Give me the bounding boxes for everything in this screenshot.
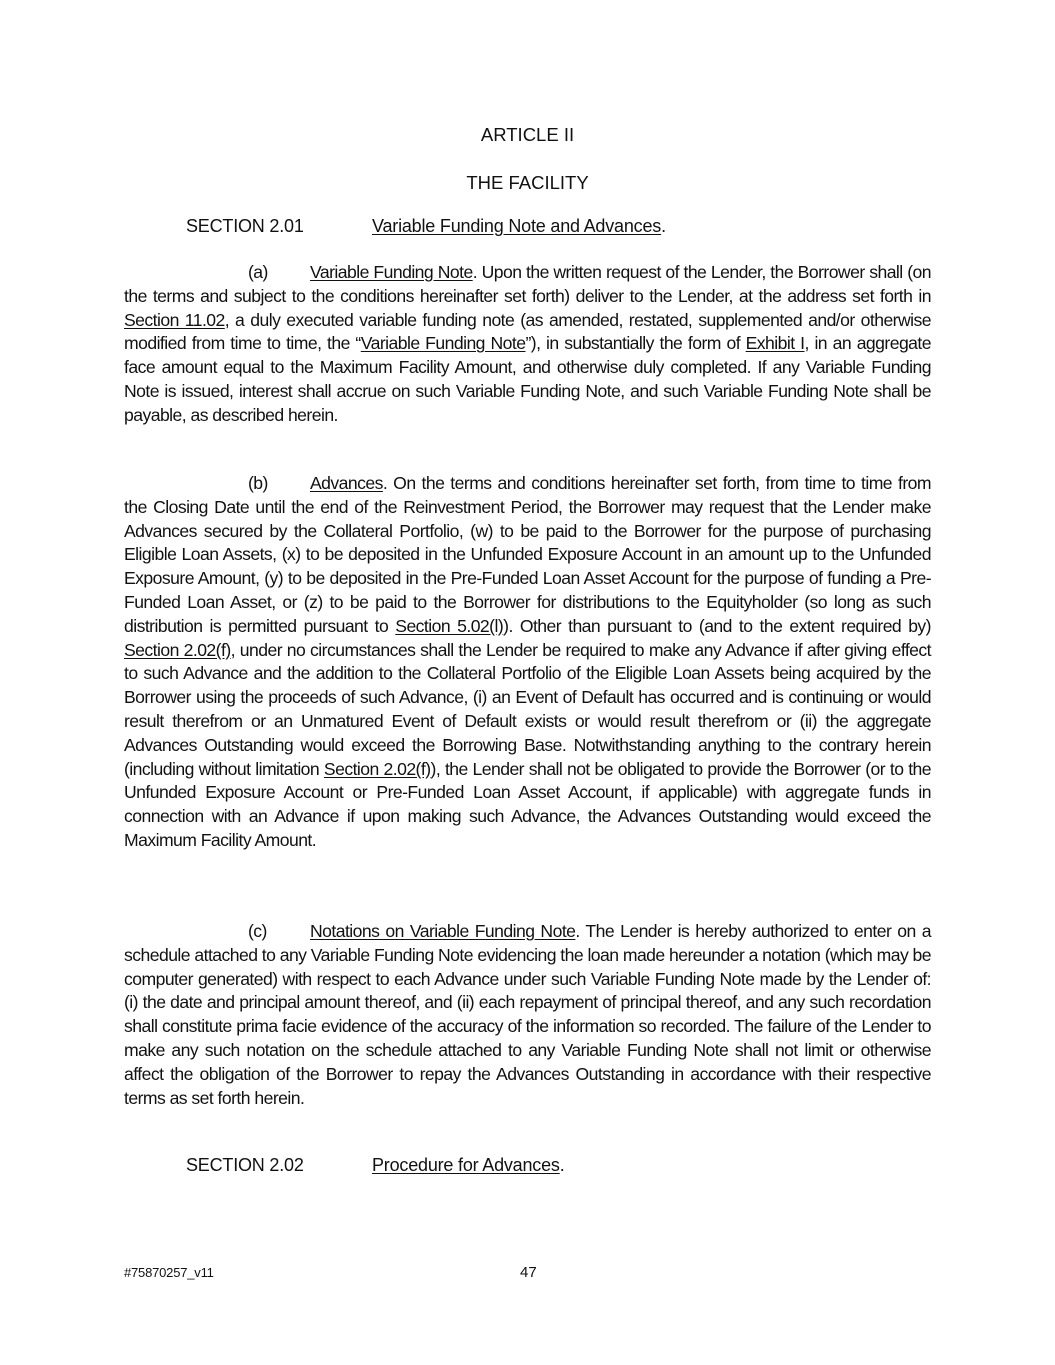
paragraph-text: . Upon the written request of the Lender, the Borrower shall (on the terms and subject to the conditions hereinafter set forth) deliver to the Lender, at the address set forth in [124,262,931,306]
paragraph-text: , in an aggregate face amount equal to the Maximum Facility Amount, and otherwise duly completed. If any Variable Funding Note is issued, interest shall accrue on such Variable Funding Note, and such Variable Funding Note shall be payable, as described herein. [124,333,931,425]
cross-reference: Section 2.02(f) [323,758,431,779]
article-title: ARTICLE II [480,124,575,145]
paragraph-heading: Notations on Variable Funding Note [310,921,576,941]
section-number: SECTION 2.01 [186,216,304,236]
cross-reference: Exhibit I [745,333,805,354]
section-2-01-heading [186,216,666,237]
paragraph-text: ”), in substantially the form of [525,333,746,354]
cross-reference: Section 11.02 [124,309,225,330]
paragraph-text: , under no circumstances shall the Lender be required to make any Advance if after giving effect to such Advance and the addition to the Collateral Portfolio of the Eligible Loan Assets being acquired by the Borrower using the proceeds of such Advance, (i) an Event of Default has occurred and is continuing or would result therefrom or an Unmatured Event of Default exists or would result therefrom or (ii) the aggregate Advances Outstanding would exceed the Borrowing Base. Notwithstanding anything to the contrary herein (including without limitation [124,639,931,779]
cross-reference: Section 5.02(l) [395,615,504,636]
paragraph-text: ). Other than pursuant to (and to the extent required by) [503,615,931,636]
paragraph-text: , a duly executed variable funding note (as amended, restated, supplemented and/or otherwise modified from time to time, the “ [124,309,931,354]
footer-page-number: 47 [520,1264,537,1281]
section-number: SECTION 2.02 [186,1155,304,1175]
paragraph-b [124,472,931,853]
section-title-period: . [661,216,666,236]
paragraph-heading: Variable Funding Note [310,262,473,282]
paragraph-label: (c) [248,921,267,941]
section-title: Procedure for Advances [372,1155,560,1175]
article-subtitle: THE FACILITY [466,172,589,193]
section-title: Variable Funding Note and Advances [372,216,662,236]
paragraph-text: . On the terms and conditions hereinafter set forth, from time to time from the Closing Date until the end of the Reinvestment Period, the Borrower may request that the Lender make Advances secured by the Collateral Portfolio, (w) to be paid to the Borrower for the purpose of purchasing Eligible Loan Assets, (x) to be deposited in the Unfunded Exposure Account in an amount up to the Unfunded Exposure Amount, (y) to be deposited in the Pre-Funded Loan Asset Account for the purpose of funding a Pre-Funded Loan Asset, or (z) to be paid to the Borrower for distributions to the Equityholder (so long as such distribution is permitted pursuant to [124,473,931,636]
footer-document-id: #75870257_v11 [124,1265,214,1280]
paragraph-label: (b) [248,473,268,493]
defined-term: Variable Funding Note [360,333,526,354]
cross-reference: Section 2.02(f) [124,639,231,660]
section-2-02-heading [186,1155,565,1176]
section-title-period: . [559,1155,565,1175]
paragraph-heading: Advances [310,473,383,493]
paragraph-c [124,920,931,1110]
paragraph-a [124,261,931,428]
paragraph-text: . The Lender is hereby authorized to enter on a schedule attached to any Variable Funding Note evidencing the loan made hereunder a notation (which may be computer generated) with respect to each Advance under such Variable Funding Note made by the Lender of: (i) the date and principal amount thereof, and (ii) each repayment of principal thereof, and any such recordation shall constitute prima facie evidence of the accuracy of the information so recorded. The failure of the Lender to make any such notation on the schedule attached to any Variable Funding Note shall not limit or otherwise affect the obligation of the Borrower to repay the Advances Outstanding in accordance with their respective terms as set forth herein. [124,921,931,1108]
paragraph-label: (a) [248,262,268,282]
paragraph-text: ), the Lender shall not be obligated to provide the Borrower (or to the Unfunded Exposure Account or Pre-Funded Loan Asset Account, if applicable) with aggregate funds in connection with an Advance if upon making such Advance, the Advances Outstanding would exceed the Maximum Facility Amount. [124,758,932,850]
